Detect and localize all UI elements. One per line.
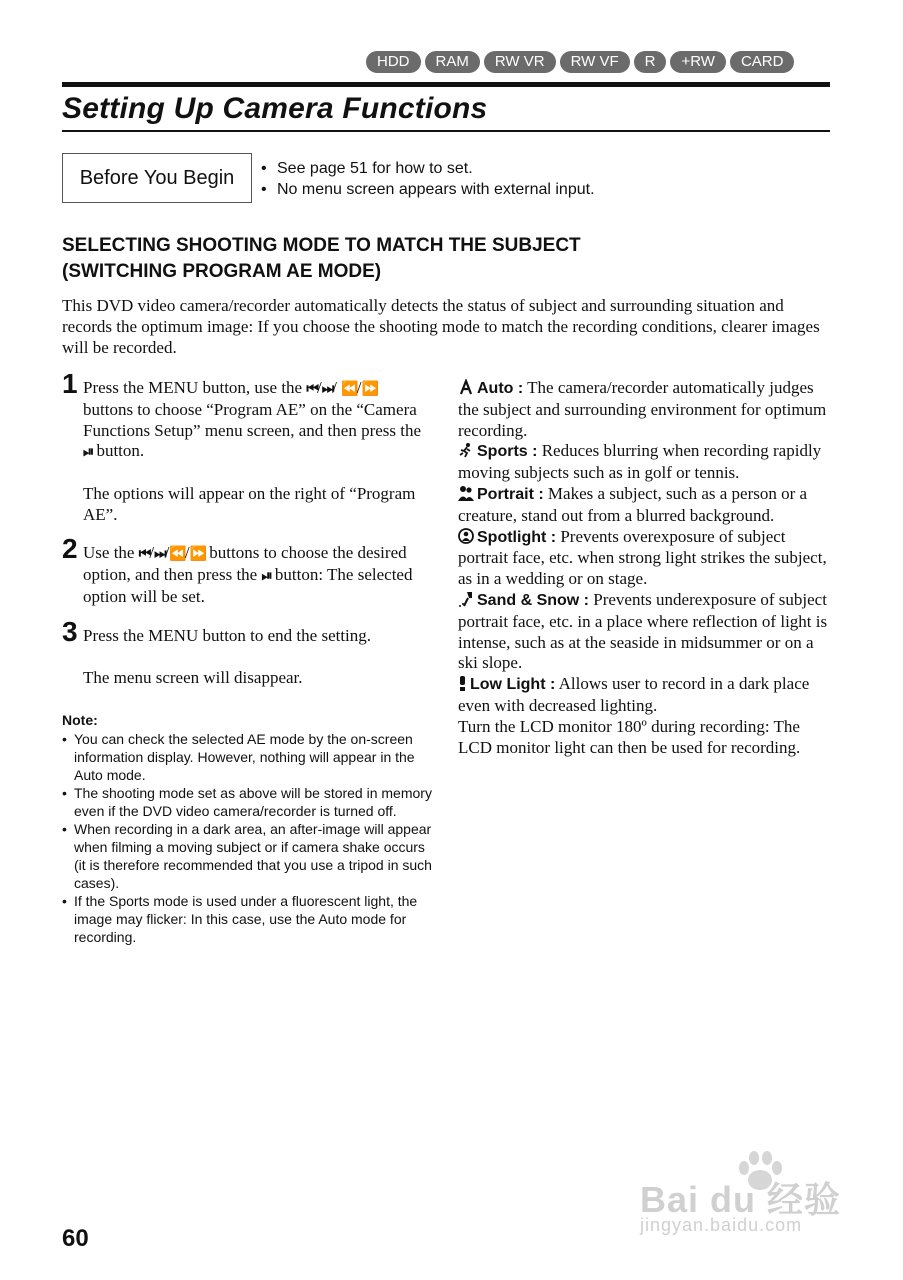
play-pause-icon: ⏯ [261, 567, 271, 584]
tab-ram: RAM [425, 51, 480, 73]
section-heading [62, 233, 581, 285]
skip-forward-icon: ⏭ [154, 546, 165, 562]
note-heading: Note: [62, 712, 98, 728]
section-heading-line1: SELECTING SHOOTING MODE TO MATCH THE SUBJECT [62, 235, 581, 256]
mode-sports: Sports : Reduces blurring when recording rapidly moving subjects such as in golf or tennis. [458, 441, 822, 483]
section-heading-line2: (SWITCHING PROGRAM AE MODE) [62, 261, 382, 282]
rewind-icon: ⏪ [341, 381, 357, 397]
skip-back-icon: ⏮ [306, 381, 317, 397]
tab-plus-rw: +RW [670, 51, 725, 73]
list-item: • The shooting mode set as above will be stored in memory even if the DVD video camera/recorder is turned off. [62, 784, 434, 820]
media-tabs [366, 51, 794, 73]
list-item: • No menu screen appears with external input. [261, 179, 595, 200]
skip-forward-icon: ⏭ [321, 381, 333, 397]
page-number: 60 [62, 1225, 89, 1252]
tab-r: R [634, 51, 667, 73]
step-3-number: 3 [62, 616, 78, 647]
fast-forward-icon: ⏩ [361, 381, 377, 397]
step-3-text: Press the MENU button to end the setting. The menu screen will disappear. [83, 626, 428, 689]
play-pause-icon: ⏯ [83, 444, 93, 461]
title-rule [62, 130, 830, 132]
watermark-url: jingyan.baidu.com [640, 1215, 803, 1235]
list-item: • You can check the selected AE mode by the on-screen information display. However, nothing will appear in the Auto mode. [62, 730, 434, 784]
mode-portrait: Portrait : Makes a subject, such as a person or a creature, stand out from a blurred background. [458, 483, 808, 525]
sports-icon [458, 442, 474, 458]
tab-card: CARD [730, 51, 795, 73]
mode-sand-snow: Sand & Snow : Prevents underexposure of subject portrait face, etc. in a place where reflection of light is intense, such as at the seaside in midsummer or on a ski slope. [458, 589, 828, 673]
tab-hdd: HDD [366, 51, 421, 73]
step-3-extra: The menu screen will disappear. [83, 667, 303, 687]
step-2-text: Use the ⏮/⏭/⏪/⏩ buttons to choose the desired option, and then press the ⏯ button: The selected option will be set. [83, 543, 413, 606]
fast-forward-icon: ⏩ [189, 546, 206, 562]
step-1-text: Press the MENU button, use the ⏮/⏭/ ⏪/⏩ buttons to choose “Program AE” on the “Camera Functions Setup” menu screen, and then press the ⏯ button. The options will appear on the right of “Program AE”. [83, 378, 428, 526]
top-rule [62, 82, 830, 87]
low-light-icon [458, 675, 467, 691]
mode-auto: Auto : The camera/recorder automatically judges the subject and surrounding environment for optimum recording. [458, 378, 827, 440]
watermark-brand: Bai du 经验 [640, 1179, 842, 1220]
step-2-number: 2 [62, 533, 78, 564]
low-light-extra: Turn the LCD monitor 180º during recording: The LCD monitor light can then be used for recording. [458, 716, 801, 757]
note-list [62, 730, 434, 946]
list-item: • See page 51 for how to set. [261, 158, 595, 179]
tab-rw-vf: RW VF [560, 51, 630, 73]
portrait-icon [458, 485, 474, 501]
spotlight-icon [458, 528, 474, 544]
intro-paragraph: This DVD video camera/recorder automatically detects the status of subject and surrounding situation and records the optimum image: If you choose the shooting mode to match the recording conditions, clearer images will be recorded. [62, 296, 820, 357]
mode-spotlight: Spotlight : Prevents overexposure of subject portrait face, etc. when strong light strikes the subject, as in a wedding or on stage. [458, 526, 827, 589]
tab-rw-vr: RW VR [484, 51, 556, 73]
mode-low-light: Low Light : Allows user to record in a dark place even with decreased lighting. [458, 674, 810, 715]
list-item: • If the Sports mode is used under a fluorescent light, the image may flicker: In this case, use the Auto mode for recording. [62, 892, 434, 946]
list-item: • When recording in a dark area, an after-image will appear when filming a moving subject or if camera shake occurs (it is therefore recommended that you use a tripod in such cases). [62, 820, 434, 892]
before-you-begin-list [261, 158, 595, 200]
mode-list [458, 378, 833, 758]
rewind-icon: ⏪ [169, 546, 185, 562]
step-1-extra: The options will appear on the right of “Program AE”. [83, 484, 416, 524]
sand-snow-icon [458, 591, 474, 607]
auto-icon [458, 379, 474, 395]
skip-back-icon: ⏮ [138, 546, 150, 562]
step-1-number: 1 [62, 368, 78, 399]
page-title: Setting Up Camera Functions [62, 92, 488, 125]
before-you-begin-box: Before You Begin [62, 153, 252, 203]
